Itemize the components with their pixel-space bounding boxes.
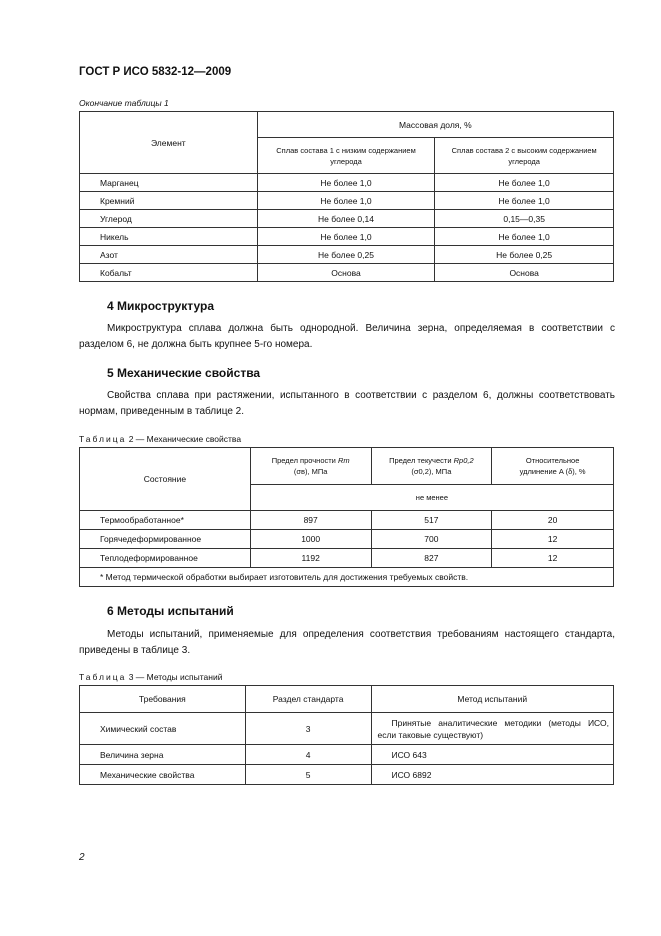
- table2-caption: [79, 434, 241, 444]
- table1-cell-element: Углерод: [80, 210, 258, 228]
- table3-header-method: Метод испытаний: [371, 686, 614, 713]
- table3-cell-sec: 3: [245, 713, 371, 745]
- table1-cell-element: Кремний: [80, 192, 258, 210]
- table3-cell-req: Величина зерна: [80, 745, 246, 765]
- table1-cell-alloy2: Основа: [435, 264, 614, 282]
- table2-cell-state: Термообработанное*: [80, 511, 251, 530]
- table-row: [80, 530, 614, 549]
- table1-cell-alloy2: 0,15—0,35: [435, 210, 614, 228]
- table2-header-a-line1: Относительное: [525, 456, 580, 465]
- table-row: [80, 210, 614, 228]
- table1-header-alloy1: Сплав состава 1 с низким содержанием углерода: [257, 138, 435, 174]
- table-row: [80, 228, 614, 246]
- table1-cell-element: Кобальт: [80, 264, 258, 282]
- table2-cell-rm: 897: [250, 511, 371, 530]
- table1-caption: Окончание таблицы 1: [79, 98, 169, 108]
- table2-header-rm-unit: (σв), МПа: [293, 467, 328, 476]
- table1-cell-alloy2: Не более 1,0: [435, 174, 614, 192]
- table2-cell-a: 20: [492, 511, 614, 530]
- table2-header-rp-text: Предел текучести: [389, 456, 454, 465]
- table3-cell-req: Механические свойства: [80, 765, 246, 785]
- table1: [79, 111, 614, 282]
- table1-cell-element: Азот: [80, 246, 258, 264]
- table-row: [80, 264, 614, 282]
- table3-header-req: Требования: [80, 686, 246, 713]
- section4-title: 4 Микроструктура: [107, 299, 214, 313]
- table2-cell-state: Горячедеформированное: [80, 530, 251, 549]
- table-row: [80, 192, 614, 210]
- table-row: [80, 174, 614, 192]
- table3-cell-sec: 5: [245, 765, 371, 785]
- table2-cell-a: 12: [492, 549, 614, 568]
- table-row: [80, 765, 614, 785]
- table1-cell-element: Никель: [80, 228, 258, 246]
- table1-cell-alloy1: Не более 1,0: [257, 228, 435, 246]
- table-row: [80, 246, 614, 264]
- table2-footnote: * Метод термической обработки выбирает изготовитель для достижения требуемых свойств.: [80, 568, 614, 587]
- table2-header-rp-symbol: Rp0,2: [453, 456, 474, 465]
- section6-title: 6 Методы испытаний: [107, 604, 234, 618]
- table2-header-rm: [250, 448, 371, 485]
- table1-cell-alloy2: Не более 1,0: [435, 228, 614, 246]
- section4-text: Микроструктура сплава должна быть однородной. Величина зерна, определяемая в соответствии с разделом 6, не должна быть крупнее 5-го номера.: [79, 323, 615, 350]
- table3-cell-sec: 4: [245, 745, 371, 765]
- table2: [79, 447, 614, 587]
- table3-caption: [79, 672, 222, 682]
- table2-header-rm-symbol: Rm: [337, 456, 350, 465]
- section5-title: 5 Механические свойства: [107, 366, 261, 380]
- table3-caption-word: Таблица: [79, 672, 127, 682]
- table2-header-rp-unit: (σ0,2), МПа: [411, 467, 452, 476]
- table-row: [80, 745, 614, 765]
- table-row: [80, 511, 614, 530]
- table2-cell-rm: 1000: [250, 530, 371, 549]
- table1-cell-alloy1: Основа: [257, 264, 435, 282]
- table2-cell-rp: 827: [371, 549, 492, 568]
- table3-cell-method: ИСО 643: [371, 745, 614, 765]
- table2-header-a-line2: удлинение A (δ), %: [519, 467, 586, 476]
- table1-cell-element: Марганец: [80, 174, 258, 192]
- table3-cell-method: ИСО 6892: [371, 765, 614, 785]
- table2-cell-rm: 1192: [250, 549, 371, 568]
- document-header: ГОСТ Р ИСО 5832-12—2009: [79, 66, 232, 78]
- table1-cell-alloy2: Не более 0,25: [435, 246, 614, 264]
- table2-not-less: не менее: [250, 485, 613, 511]
- table3-cell-method: Принятые аналитические методики (методы ИСО, если таковые существуют): [371, 713, 614, 745]
- table1-header-mass: Массовая доля, %: [257, 112, 613, 138]
- table3: [79, 685, 614, 785]
- table1-header-element: Элемент: [80, 112, 258, 174]
- table2-header-a: [492, 448, 614, 485]
- table2-cell-a: 12: [492, 530, 614, 549]
- table2-cell-rp: 517: [371, 511, 492, 530]
- table1-cell-alloy2: Не более 1,0: [435, 192, 614, 210]
- table3-header-sec: Раздел стандарта: [245, 686, 371, 713]
- table-row: [80, 713, 614, 745]
- table2-header-rp: [371, 448, 492, 485]
- table1-cell-alloy1: Не более 1,0: [257, 192, 435, 210]
- table2-header-state: Состояние: [80, 448, 251, 511]
- table3-cell-req: Химический состав: [80, 713, 246, 745]
- table2-cell-rp: 700: [371, 530, 492, 549]
- table1-cell-alloy1: Не более 1,0: [257, 174, 435, 192]
- section6-text: Методы испытаний, применяемые для определения соответствия требованиям настоящего стандарта, приведены в таблице 3.: [79, 629, 615, 656]
- table3-caption-rest: 3 — Методы испытаний: [126, 672, 223, 682]
- table1-cell-alloy1: Не более 0,25: [257, 246, 435, 264]
- table2-caption-word: Таблица: [79, 434, 127, 444]
- table1-cell-alloy1: Не более 0,14: [257, 210, 435, 228]
- table2-cell-state: Теплодеформированное: [80, 549, 251, 568]
- page-number: 2: [79, 852, 85, 863]
- table1-header-alloy2: Сплав состава 2 с высоким содержанием углерода: [435, 138, 614, 174]
- section5-text: Свойства сплава при растяжении, испытанного в соответствии с разделом 6, должны соответствовать нормам, приведенным в таблице 2.: [79, 390, 615, 417]
- table2-caption-rest: 2 — Механические свойства: [126, 434, 242, 444]
- table-row: [80, 549, 614, 568]
- table2-header-rm-text: Предел прочности: [271, 456, 338, 465]
